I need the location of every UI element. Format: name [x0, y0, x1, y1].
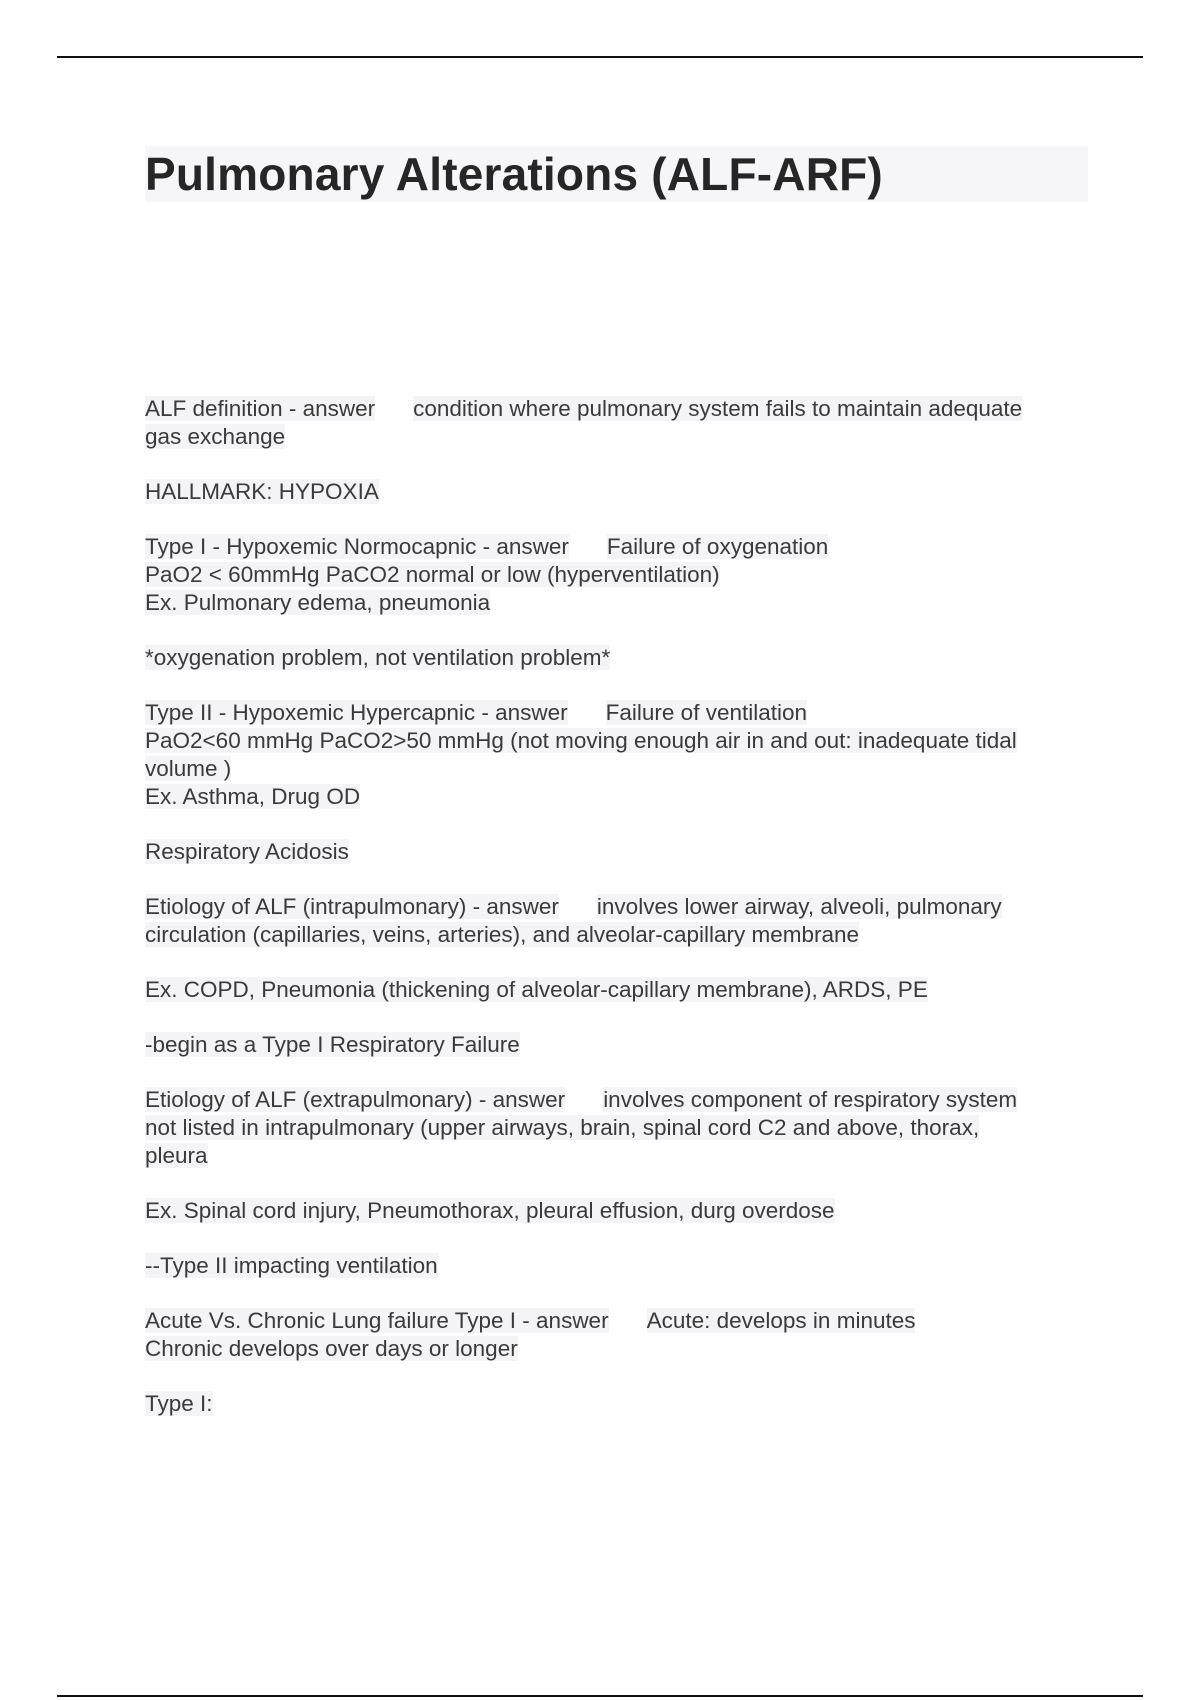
answer-text: condition where pulmonary system fails to maintain adequate: [413, 396, 1023, 421]
answer-text: Failure of ventilation: [605, 700, 808, 725]
text-line: [145, 1086, 1095, 1114]
note-block: [145, 533, 1095, 617]
text-line: [145, 1335, 1095, 1363]
text-line: [145, 1252, 1095, 1280]
line-text: *oxygenation problem, not ventilation problem*: [145, 645, 611, 670]
note-block: [145, 1197, 1095, 1225]
question-text: ALF definition - answer: [145, 396, 376, 421]
note-block: [145, 699, 1095, 811]
line-text: Ex. COPD, Pneumonia (thickening of alveolar-capillary membrane), ARDS, PE: [145, 977, 928, 1002]
text-line: [145, 478, 1095, 506]
text-line: [145, 893, 1095, 921]
answer-text: Failure of oxygenation: [606, 534, 829, 559]
text-line: [145, 1114, 1095, 1142]
line-text: pleura: [145, 1143, 208, 1168]
line-text: Respiratory Acidosis: [145, 839, 349, 864]
text-line: [145, 644, 1095, 672]
note-block: [145, 1252, 1095, 1280]
line-text: --Type II impacting ventilation: [145, 1253, 438, 1278]
line-text: volume ): [145, 756, 232, 781]
question-text: Type I - Hypoxemic Normocapnic - answer: [145, 534, 569, 559]
line-text: Chronic develops over days or longer: [145, 1336, 518, 1361]
top-rule: [57, 56, 1143, 58]
note-block: [145, 1307, 1095, 1363]
note-block: [145, 478, 1095, 506]
answer-text: Acute: develops in minutes: [646, 1308, 916, 1333]
note-block: [145, 838, 1095, 866]
text-line: [145, 976, 1095, 1004]
line-text: Ex. Asthma, Drug OD: [145, 784, 361, 809]
line-text: gas exchange: [145, 424, 286, 449]
text-line: [145, 1142, 1095, 1170]
page-title: Pulmonary Alterations (ALF-ARF): [145, 146, 1088, 202]
text-line: [145, 1390, 1095, 1418]
text-line: [145, 1307, 1095, 1335]
question-text: Etiology of ALF (extrapulmonary) - answer: [145, 1087, 566, 1112]
line-text: Ex. Spinal cord injury, Pneumothorax, pleural effusion, durg overdose: [145, 1198, 835, 1223]
note-block: [145, 1031, 1095, 1059]
line-text: Ex. Pulmonary edema, pneumonia: [145, 590, 491, 615]
line-text: PaO2<60 mmHg PaCO2>50 mmHg (not moving enough air in and out: inadequate tidal: [145, 728, 1017, 753]
line-text: PaO2 < 60mmHg PaCO2 normal or low (hyperventilation): [145, 562, 720, 587]
note-block: [145, 395, 1095, 451]
text-line: [145, 1197, 1095, 1225]
text-line: [145, 395, 1095, 423]
text-line: [145, 1031, 1095, 1059]
question-text: Type II - Hypoxemic Hypercapnic - answer: [145, 700, 568, 725]
line-text: HALLMARK: HYPOXIA: [145, 479, 379, 504]
text-line: [145, 533, 1095, 561]
note-block: [145, 1086, 1095, 1170]
note-block: [145, 976, 1095, 1004]
line-text: not listed in intrapulmonary (upper airways, brain, spinal cord C2 and above, thorax,: [145, 1115, 980, 1140]
bottom-rule: [57, 1695, 1143, 1697]
document-body: [145, 395, 1095, 1445]
line-text: Type I:: [145, 1391, 213, 1416]
note-block: [145, 1390, 1095, 1418]
text-line: [145, 589, 1095, 617]
line-text: -begin as a Type I Respiratory Failure: [145, 1032, 520, 1057]
text-line: [145, 783, 1095, 811]
text-line: [145, 561, 1095, 589]
note-block: [145, 893, 1095, 949]
answer-text: involves component of respiratory system: [603, 1087, 1018, 1112]
text-line: [145, 838, 1095, 866]
note-block: [145, 644, 1095, 672]
text-line: [145, 755, 1095, 783]
text-line: [145, 921, 1095, 949]
text-line: [145, 727, 1095, 755]
answer-text: involves lower airway, alveoli, pulmonary: [596, 894, 1002, 919]
text-line: [145, 699, 1095, 727]
text-line: [145, 423, 1095, 451]
question-text: Acute Vs. Chronic Lung failure Type I - answer: [145, 1308, 609, 1333]
line-text: circulation (capillaries, veins, arteries), and alveolar-capillary membrane: [145, 922, 860, 947]
question-text: Etiology of ALF (intrapulmonary) - answer: [145, 894, 559, 919]
